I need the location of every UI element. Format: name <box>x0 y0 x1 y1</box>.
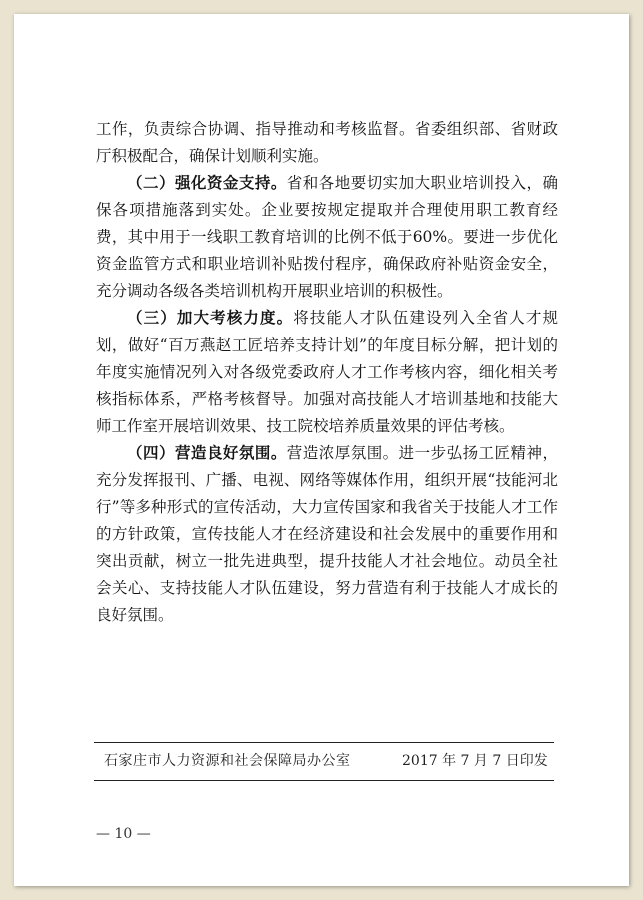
footer-top-rule <box>94 742 554 743</box>
paragraph-text: 省和各地要切实加大职业培训投入，确保各项措施落到实处。企业要按规定提取并合理使用职工教育经费，其中用于一线职工教育培训的比例不低于60%。要进一步优化资金监管方式和职业培训补贴拨付程序，确保政府补贴资金安全，充分调动各级各类培训机构开展职业培训的积极性。 <box>96 174 558 300</box>
paragraph-assessment <box>96 305 558 440</box>
paragraph-text: 将技能人才队伍建设列入全省人才规划，做好“百万燕赵工匠培养支持计划”的年度目标分解，把计划的年度实施情况列入对各级党委政府人才工作考核内容，细化相关考核指标体系，严格考核督导。加强对高技能人才培训基地和技能大师工作室开展培训效果、技工院校培养质量效果的评估考核。 <box>96 309 558 435</box>
section-heading-assessment: （三）加大考核力度。 <box>127 309 294 327</box>
footer-issuer: 石家庄市人力资源和社会保障局办公室 <box>104 753 351 769</box>
section-heading-funding: （二）强化资金支持。 <box>127 174 287 192</box>
paragraph-text: 营造浓厚氛围。进一步弘扬工匠精神，充分发挥报刊、广播、电视、网络等媒体作用，组织开展“技能河北行”等多种形式的宣传活动，大力宣传国家和我省关于技能人才工作的方针政策，宣传技能人才在经济建设和社会发展中的重要作用和突出贡献，树立一批先进典型，提升技能人才社会地位。动员全社会关心、支持技能人才队伍建设，努力营造有利于技能人才成长的良好氛围。 <box>96 444 558 624</box>
paragraph-continuation <box>96 116 558 170</box>
paragraph-text: 工作，负责综合协调、指导推动和考核监督。省委组织部、省财政厅积极配合，确保计划顺利实施。 <box>96 120 558 165</box>
footer-bottom-rule <box>94 780 554 781</box>
paragraph-atmosphere <box>96 440 558 629</box>
page-number: — 10 — <box>96 826 151 842</box>
paragraph-funding <box>96 170 558 305</box>
footer-date: 2017 年 7 月 7 日印发 <box>402 753 548 769</box>
document-body <box>96 116 558 629</box>
section-heading-atmosphere: （四）营造良好氛围。 <box>127 444 287 462</box>
